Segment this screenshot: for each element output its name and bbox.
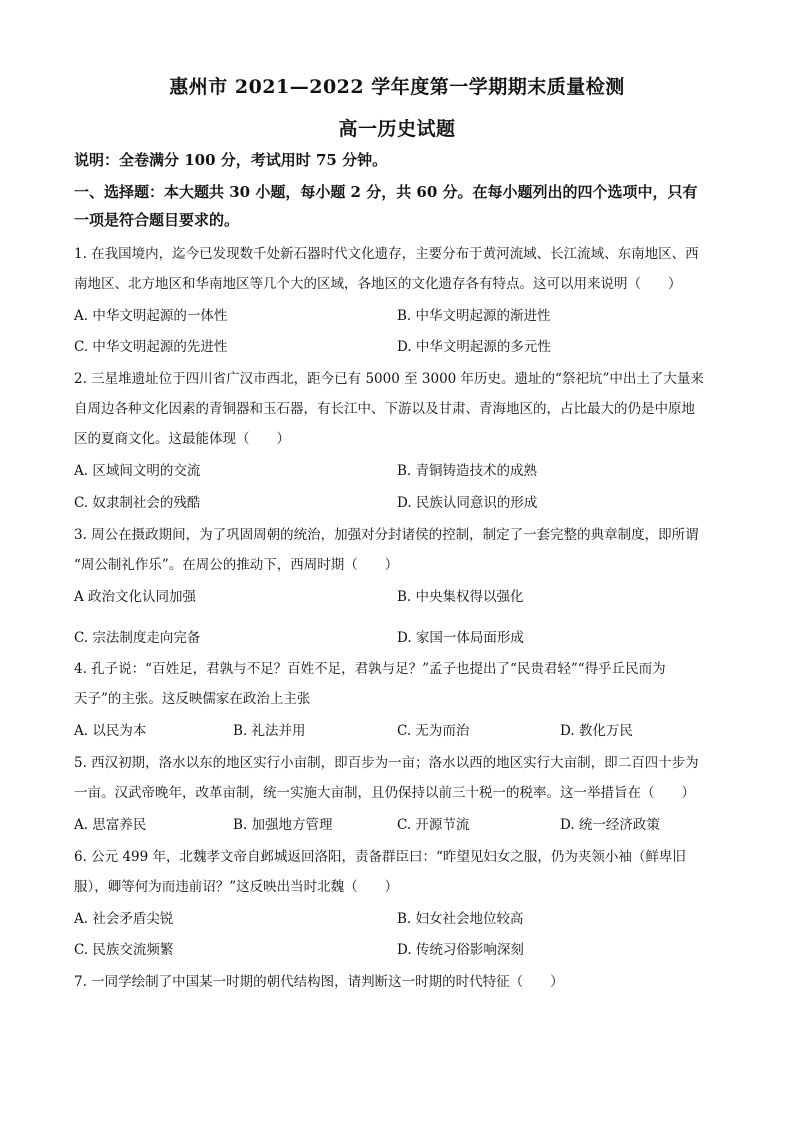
question-1-option-d: D. 中华文明起源的多元性 (397, 339, 551, 355)
question-1-option-c: C. 中华文明起源的先进性 (74, 339, 228, 355)
question-6-option-a: A. 社会矛盾尖锐 (74, 911, 174, 927)
question-5-option-b: B. 加强地方管理 (233, 817, 333, 833)
question-5-option-c: C. 开源节流 (397, 817, 470, 833)
question-1-text: 南地区、北方地区和华南地区等几个大的区域，各地区的文化遗存各有特点。这可以用来说明（ ） (74, 276, 682, 292)
exam-title: 惠州市 2021—2022 学年度第一学期期末质量检测 (169, 76, 625, 98)
question-4-option-a: A. 以民为本 (74, 723, 147, 739)
section-heading-cont: 一项是符合题目要求的。 (74, 211, 240, 229)
question-3-option-c: C. 宗法制度走向完备 (74, 630, 201, 646)
question-4-text: 4. 孔子说：“百姓足，君孰与不足？百姓不足，君孰与足？”孟子也提出了“民贵君轻”“得乎丘民而为 (74, 661, 666, 677)
question-2-option-c: C. 奴隶制社会的残酷 (74, 495, 201, 511)
question-1-text: 1. 在我国境内，迄今已发现数千处新石器时代文化遗存，主要分布于黄河流域、长江流域、东南地区、西 (74, 246, 699, 262)
question-6-option-b: B. 妇女社会地位较高 (397, 911, 524, 927)
section-heading: 一、选择题：本大题共 30 小题，每小题 2 分，共 60 分。在每小题列出的四个选项中，只有 (74, 183, 698, 201)
question-6-text: 6. 公元 499 年，北魏孝文帝自邺城返回洛阳，责备群臣曰：“昨望见妇女之服，仍为夹领小袖（鲜卑旧 (74, 849, 686, 865)
question-3-text: “周公制礼作乐”。在周公的推动下，西周时期（ ） (74, 557, 399, 573)
question-4-option-d: D. 教化万民 (560, 723, 633, 739)
question-2-text: 2. 三星堆遗址位于四川省广汉市西北，距今已有 5000 至 3000 年历史。遗址的“祭祀坑”中出土了大量来 (74, 371, 704, 387)
question-6-option-d: D. 传统习俗影响深刻 (397, 942, 524, 958)
question-5-text: 一亩。汉武帝晚年，改革亩制，统一实施大亩制，且仍保持以前三十税一的税率。这一举措旨在（ ） (74, 785, 695, 801)
question-7-text: 7. 一同学绘制了中国某一时期的朝代结构图，请判断这一时期的时代特征（ ） (74, 974, 564, 990)
question-2-option-d: D. 民族认同意识的形成 (397, 495, 538, 511)
question-5-option-d: D. 统一经济政策 (560, 817, 660, 833)
question-1-option-a: A. 中华文明起源的一体性 (74, 308, 228, 324)
exam-instructions: 说明：全卷满分 100 分，考试用时 75 分钟。 (74, 151, 388, 169)
question-6-option-c: C. 民族交流频繁 (74, 942, 174, 958)
exam-subtitle: 高一历史试题 (338, 118, 456, 140)
question-2-text: 自周边各种文化因素的青铜器和玉石器，有长江中、下游以及甘肃、青海地区的，占比最大的仍是中原地 (74, 401, 695, 417)
question-3-option-b: B. 中央集权得以强化 (397, 589, 524, 605)
question-5-text: 5. 西汉初期，洛水以东的地区实行小亩制，即百步为一亩；洛水以西的地区实行大亩制，即二百四十步为 (74, 755, 699, 771)
question-3-option-d: D. 家国一体局面形成 (397, 630, 524, 646)
question-6-text: 服），卿等何为而违前诏？”这反映出当时北魏（ ） (74, 879, 399, 895)
question-2-option-b: B. 青铜铸造技术的成熟 (397, 463, 538, 479)
question-2-option-a: A. 区域间文明的交流 (74, 463, 201, 479)
question-4-option-c: C. 无为而治 (397, 723, 470, 739)
question-4-text: 天子”的主张。这反映儒家在政治上主张 (74, 691, 311, 707)
question-5-option-a: A. 思富养民 (74, 817, 147, 833)
question-2-text: 区的夏商文化。这最能体现（ ） (74, 431, 290, 447)
question-4-option-b: B. 礼法并用 (233, 723, 306, 739)
question-1-option-b: B. 中华文明起源的渐进性 (397, 308, 551, 324)
question-3-option-a: A 政治文化认同加强 (74, 589, 197, 605)
question-3-text: 3. 周公在摄政期间，为了巩固周朝的统治，加强对分封诸侯的控制，制定了一套完整的典章制度，即所谓 (74, 527, 699, 543)
